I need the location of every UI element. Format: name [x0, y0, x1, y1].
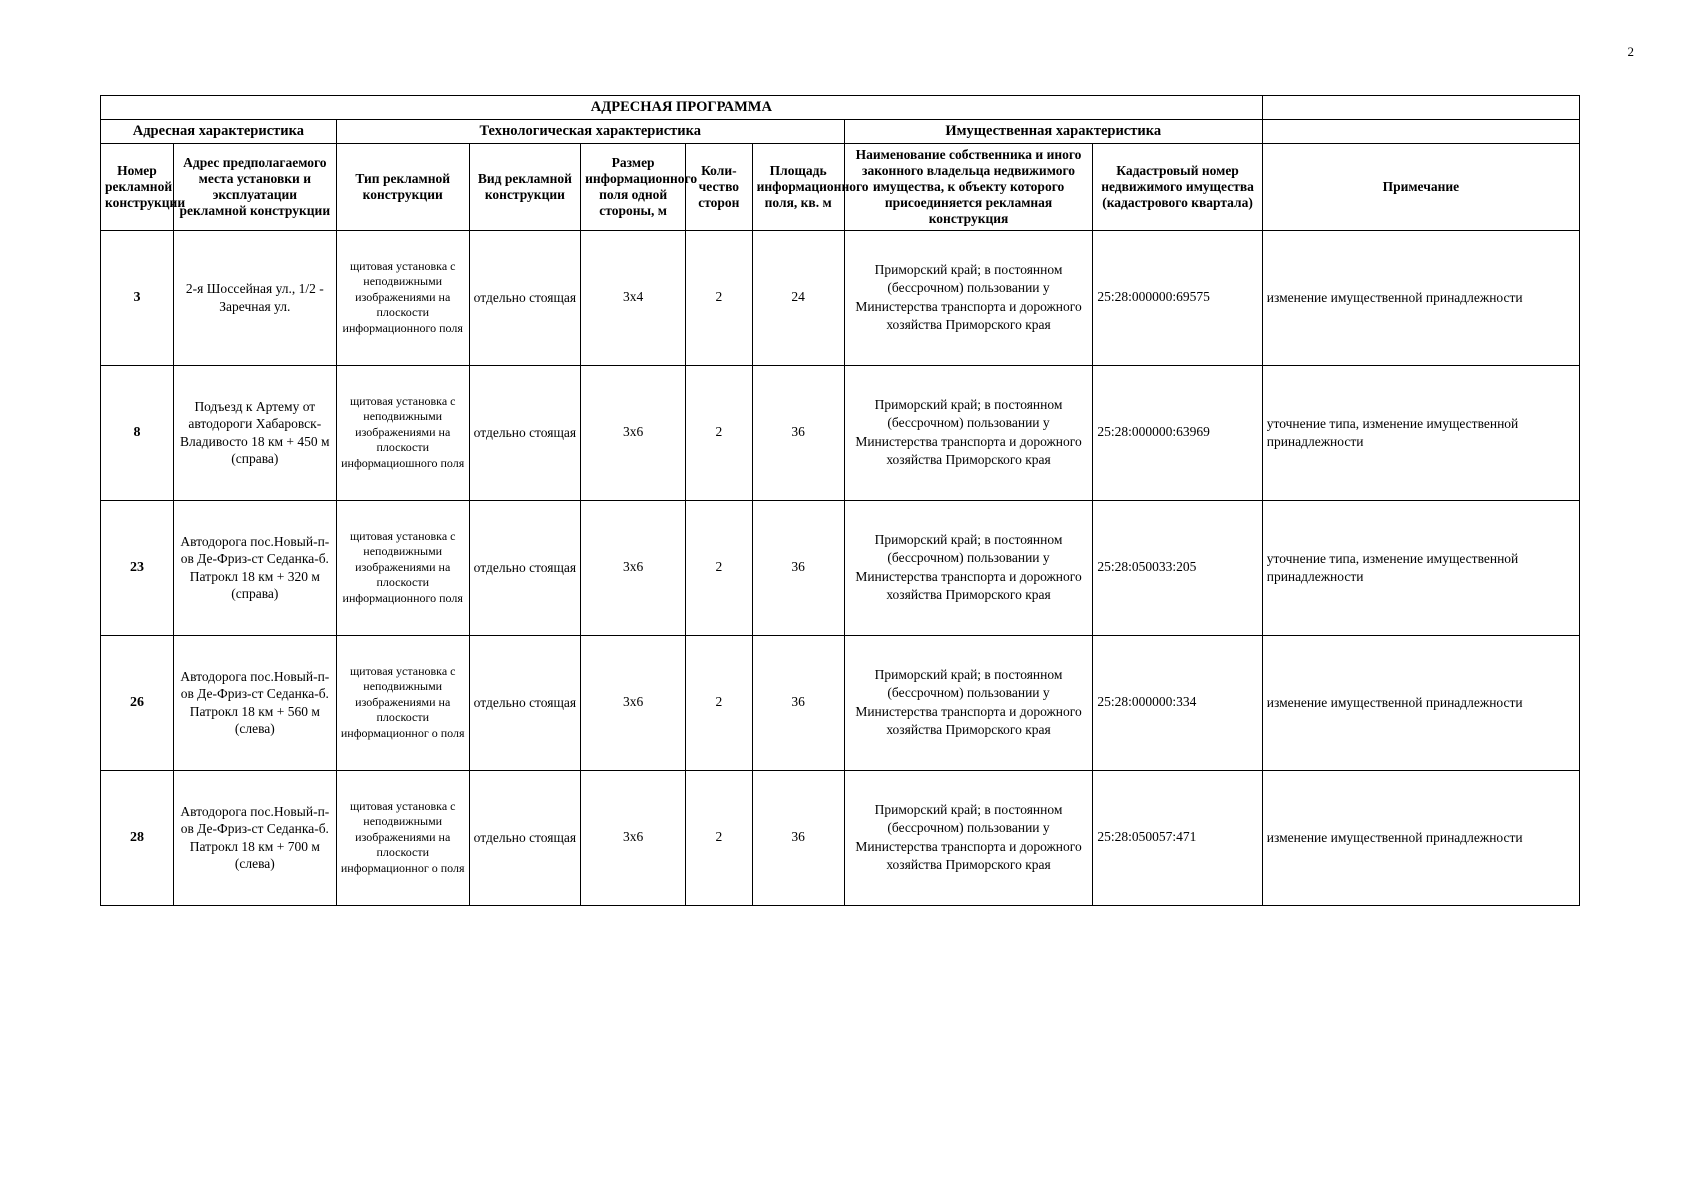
cell-note: изменение имущественной принадлежности	[1262, 770, 1579, 905]
cell-kind: отдельно стоящая	[469, 770, 580, 905]
address-program-table	[100, 95, 1580, 906]
cell-area: 36	[752, 770, 844, 905]
cell-note: уточнение типа, изменение имущественной принадлежности	[1262, 365, 1579, 500]
cell-type: щитовая установка с неподвижными изображениями на плоскости информационног о поля	[336, 770, 469, 905]
cell-size: 3х4	[581, 230, 686, 365]
cell-size: 3х6	[581, 500, 686, 635]
header-cadastral: Кадастровый номер недвижимого имущества (кадастрового квартала)	[1093, 144, 1262, 231]
header-kind: Вид рекламной конструкции	[469, 144, 580, 231]
group-technological: Технологическая характеристика	[336, 120, 844, 144]
cell-kind: отдельно стоящая	[469, 365, 580, 500]
cell-note: изменение имущественной принадлежности	[1262, 635, 1579, 770]
table-header-row	[101, 144, 1580, 231]
cell-type: щитовая установка с неподвижными изображениями на плоскости информационног о поля	[336, 635, 469, 770]
cell-sides: 2	[686, 635, 752, 770]
cell-owner: Приморский край; в постоянном (бессрочном) пользовании у Министерства транспорта и дорожного хозяйства Приморского края	[844, 500, 1093, 635]
cell-sides: 2	[686, 500, 752, 635]
cell-number: 3	[101, 230, 174, 365]
cell-note: уточнение типа, изменение имущественной принадлежности	[1262, 500, 1579, 635]
table-row	[101, 365, 1580, 500]
cell-kind: отдельно стоящая	[469, 230, 580, 365]
header-area: Площадь информационного поля, кв. м	[752, 144, 844, 231]
cell-kind: отдельно стоящая	[469, 500, 580, 635]
cell-address: Автодорога пос.Новый-п-ов Де-Фриз-ст Седанка-б. Патрокл 18 км + 320 м (справа)	[173, 500, 336, 635]
cell-owner: Приморский край; в постоянном (бессрочном) пользовании у Министерства транспорта и дорожного хозяйства Приморского края	[844, 770, 1093, 905]
cell-address: Автодорога пос.Новый-п-ов Де-Фриз-ст Седанка-б. Патрокл 18 км + 700 м (слева)	[173, 770, 336, 905]
cell-area: 36	[752, 500, 844, 635]
cell-type: щитовая установка с неподвижными изображениями на плоскости информациошного поля	[336, 365, 469, 500]
table-row	[101, 770, 1580, 905]
header-owner: Наименование собственника и иного законного владельца недвижимого имущества, к объекту которого присоединяется рекламная конструкция	[844, 144, 1093, 231]
group-empty-cell	[1262, 120, 1579, 144]
cell-owner: Приморский край; в постоянном (бессрочном) пользовании у Министерства транспорта и дорожного хозяйства Приморского края	[844, 365, 1093, 500]
cell-number: 26	[101, 635, 174, 770]
cell-address: Автодорога пос.Новый-п-ов Де-Фриз-ст Седанка-б. Патрокл 18 км + 560 м (слева)	[173, 635, 336, 770]
cell-cadastral: 25:28:050057:471	[1093, 770, 1262, 905]
cell-size: 3х6	[581, 365, 686, 500]
cell-type: щитовая установка с неподвижными изображениями на плоскости информационного поля	[336, 230, 469, 365]
table-row	[101, 635, 1580, 770]
group-property: Имущественная характеристика	[844, 120, 1262, 144]
header-address: Адрес предполагаемого места установки и эксплуатации рекламной конструкции	[173, 144, 336, 231]
cell-area: 36	[752, 635, 844, 770]
cell-number: 28	[101, 770, 174, 905]
cell-number: 8	[101, 365, 174, 500]
cell-owner: Приморский край; в постоянном (бессрочном) пользовании у Министерства транспорта и дорожного хозяйства Приморского края	[844, 635, 1093, 770]
cell-cadastral: 25:28:050033:205	[1093, 500, 1262, 635]
cell-number: 23	[101, 500, 174, 635]
title-empty-cell	[1262, 96, 1579, 120]
table-title: АДРЕСНАЯ ПРОГРАММА	[101, 96, 1263, 120]
cell-area: 24	[752, 230, 844, 365]
cell-size: 3х6	[581, 770, 686, 905]
cell-sides: 2	[686, 230, 752, 365]
table-body	[101, 230, 1580, 905]
group-address: Адресная характеристика	[101, 120, 337, 144]
cell-size: 3х6	[581, 635, 686, 770]
table-row	[101, 230, 1580, 365]
header-sides: Коли-чество сторон	[686, 144, 752, 231]
cell-cadastral: 25:28:000000:334	[1093, 635, 1262, 770]
table-row	[101, 500, 1580, 635]
header-size: Размер информационного поля одной стороны, м	[581, 144, 686, 231]
header-type: Тип рекламной конструкции	[336, 144, 469, 231]
cell-address: Подъезд к Артему от автодороги Хабаровск-Владивосто 18 км + 450 м (справа)	[173, 365, 336, 500]
cell-sides: 2	[686, 770, 752, 905]
header-note: Примечание	[1262, 144, 1579, 231]
cell-note: изменение имущественной принадлежности	[1262, 230, 1579, 365]
cell-sides: 2	[686, 365, 752, 500]
table-group-row	[101, 120, 1580, 144]
page-number: 2	[1627, 44, 1634, 59]
cell-kind: отдельно стоящая	[469, 635, 580, 770]
cell-address: 2-я Шоссейная ул., 1/2 - Заречная ул.	[173, 230, 336, 365]
cell-cadastral: 25:28:000000:69575	[1093, 230, 1262, 365]
cell-type: щитовая установка с неподвижными изображениями на плоскости информационного поля	[336, 500, 469, 635]
table-title-row	[101, 96, 1580, 120]
cell-cadastral: 25:28:000000:63969	[1093, 365, 1262, 500]
cell-owner: Приморский край; в постоянном (бессрочном) пользовании у Министерства транспорта и дорожного хозяйства Приморского края	[844, 230, 1093, 365]
cell-area: 36	[752, 365, 844, 500]
header-number: Номер рекламной конструкции	[101, 144, 174, 231]
